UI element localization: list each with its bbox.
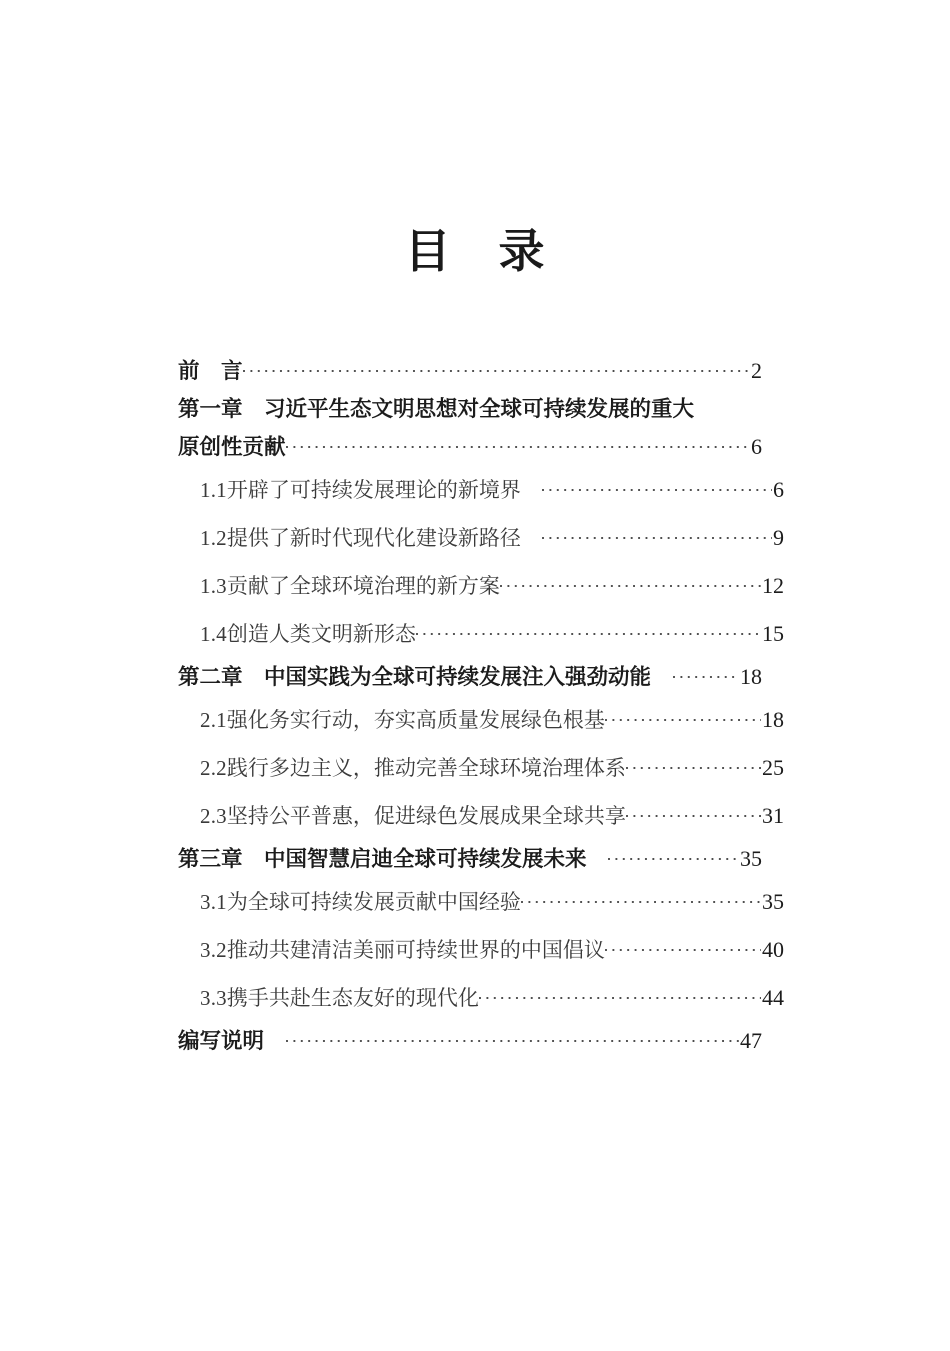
toc-page-number: 25: [762, 755, 784, 780]
toc-entry-label: [200, 793, 626, 840]
toc-entry-section-1-1[interactable]: [200, 466, 784, 514]
toc-entry-label: [200, 879, 521, 926]
toc-entry-section-3-2[interactable]: [200, 926, 784, 974]
toc-entry-title: 贡献了全球环境治理的新方案: [226, 575, 500, 598]
toc-entry-chapter-1-line1[interactable]: [178, 390, 762, 428]
toc-entry-editorial-note[interactable]: [178, 1022, 762, 1060]
toc-page-number: 6: [773, 477, 784, 502]
toc-page-number: 15: [762, 621, 784, 646]
toc-entry-section-2-3[interactable]: [200, 792, 784, 840]
toc-leader-gap: [651, 658, 673, 696]
toc-page-number: 2: [751, 358, 762, 383]
toc-entry-section-2-1[interactable]: [200, 696, 784, 744]
toc-entry-number: 1.4: [200, 622, 227, 646]
toc-entry-number: 3.2: [200, 938, 227, 962]
toc-dot-leader: [542, 524, 772, 545]
toc-entry-label: [178, 428, 286, 466]
toc-entry-number: 1.2: [200, 526, 227, 550]
table-of-contents: [178, 352, 784, 1060]
toc-dot-leader: [286, 1027, 739, 1049]
toc-entry-label: [200, 697, 605, 744]
toc-page-number: 9: [773, 525, 784, 550]
toc-entry-title: 前 言: [178, 359, 243, 383]
toc-leader-gap: [264, 1022, 286, 1060]
toc-page-number: 35: [740, 846, 762, 871]
toc-leader-gap: [521, 467, 542, 514]
toc-entry-title: 坚持公平普惠，促进绿色发展成果全球共享: [226, 805, 626, 828]
toc-leader-gap: [587, 840, 609, 878]
toc-dot-leader: [479, 984, 761, 1005]
toc-entry-section-3-1[interactable]: [200, 878, 784, 926]
toc-entry-title: 推动共建清洁美丽可持续世界的中国倡议: [226, 939, 605, 962]
toc-entry-title: 第一章 习近平生态文明思想对全球可持续发展的重大: [178, 397, 695, 421]
toc-entry-label: [200, 975, 479, 1022]
toc-entry-title: 创造人类文明新形态: [226, 623, 416, 646]
toc-entry-label: [200, 515, 521, 562]
toc-entry-title: 强化务实行动，夯实高质量发展绿色根基: [226, 709, 605, 732]
toc-entry-number: 2.1: [200, 708, 227, 732]
toc-entry-title: 编写说明: [178, 1029, 265, 1053]
toc-dot-leader: [416, 620, 761, 641]
toc-dot-leader: [521, 888, 761, 909]
toc-entry-section-1-2[interactable]: [200, 514, 784, 562]
toc-entry-title: 第二章 中国实践为全球可持续发展注入强劲动能: [178, 665, 652, 689]
toc-entry-number: 3.3: [200, 986, 227, 1010]
toc-entry-section-1-4[interactable]: [200, 610, 784, 658]
toc-entry-label: [178, 352, 243, 390]
toc-leader-gap: [521, 515, 542, 562]
toc-entry-label: [200, 467, 521, 514]
toc-page-number: 44: [762, 985, 784, 1010]
toc-dot-leader: [605, 706, 761, 727]
toc-entry-label: [200, 927, 605, 974]
toc-entry-number: 2.3: [200, 804, 227, 828]
toc-page-number: 35: [762, 889, 784, 914]
toc-entry-chapter-3[interactable]: [178, 840, 762, 878]
toc-dot-leader: [608, 845, 739, 867]
toc-dot-leader: [286, 433, 750, 455]
toc-entry-section-1-3[interactable]: [200, 562, 784, 610]
toc-dot-leader: [542, 476, 772, 497]
toc-entry-label: [200, 611, 416, 658]
toc-page-number: 31: [762, 803, 784, 828]
toc-entry-title: 开辟了可持续发展理论的新境界: [226, 479, 521, 502]
toc-page-number: 18: [740, 664, 762, 689]
toc-entry-title: 原创性贡献: [178, 435, 286, 459]
toc-entry-title: 践行多边主义，推动完善全球环境治理体系: [226, 757, 626, 780]
toc-dot-leader: [673, 663, 739, 685]
toc-entry-label: [200, 745, 626, 792]
toc-page-number: 40: [762, 937, 784, 962]
toc-entry-chapter-1-line2[interactable]: [178, 428, 762, 466]
toc-dot-leader: [626, 802, 761, 823]
toc-page-number: 18: [762, 707, 784, 732]
toc-dot-leader: [500, 572, 761, 593]
toc-page-number: 47: [740, 1028, 762, 1053]
toc-dot-leader: [626, 754, 761, 775]
toc-entry-preface[interactable]: [178, 352, 762, 390]
toc-entry-number: 1.3: [200, 574, 227, 598]
toc-entry-title: 第三章 中国智慧启迪全球可持续发展未来: [178, 847, 587, 871]
toc-entry-number: 3.1: [200, 890, 227, 914]
toc-entry-label: [178, 390, 694, 428]
toc-entry-label: [178, 658, 651, 696]
page-title: 目 录: [404, 226, 546, 277]
toc-entry-number: 1.1: [200, 478, 227, 502]
toc-entry-section-3-3[interactable]: [200, 974, 784, 1022]
toc-entry-title: 携手共赴生态友好的现代化: [226, 987, 479, 1010]
toc-dot-leader: [605, 936, 761, 957]
toc-entry-label: [178, 1022, 264, 1060]
toc-dot-leader: [243, 357, 750, 379]
toc-entry-section-2-2[interactable]: [200, 744, 784, 792]
toc-page-number: 12: [762, 573, 784, 598]
toc-page-number: 6: [751, 434, 762, 459]
toc-entry-number: 2.2: [200, 756, 227, 780]
toc-entry-label: [178, 840, 587, 878]
toc-entry-title: 提供了新时代现代化建设新路径: [226, 527, 521, 550]
toc-entry-chapter-2[interactable]: [178, 658, 762, 696]
toc-entry-title: 为全球可持续发展贡献中国经验: [226, 891, 521, 914]
toc-entry-label: [200, 563, 500, 610]
